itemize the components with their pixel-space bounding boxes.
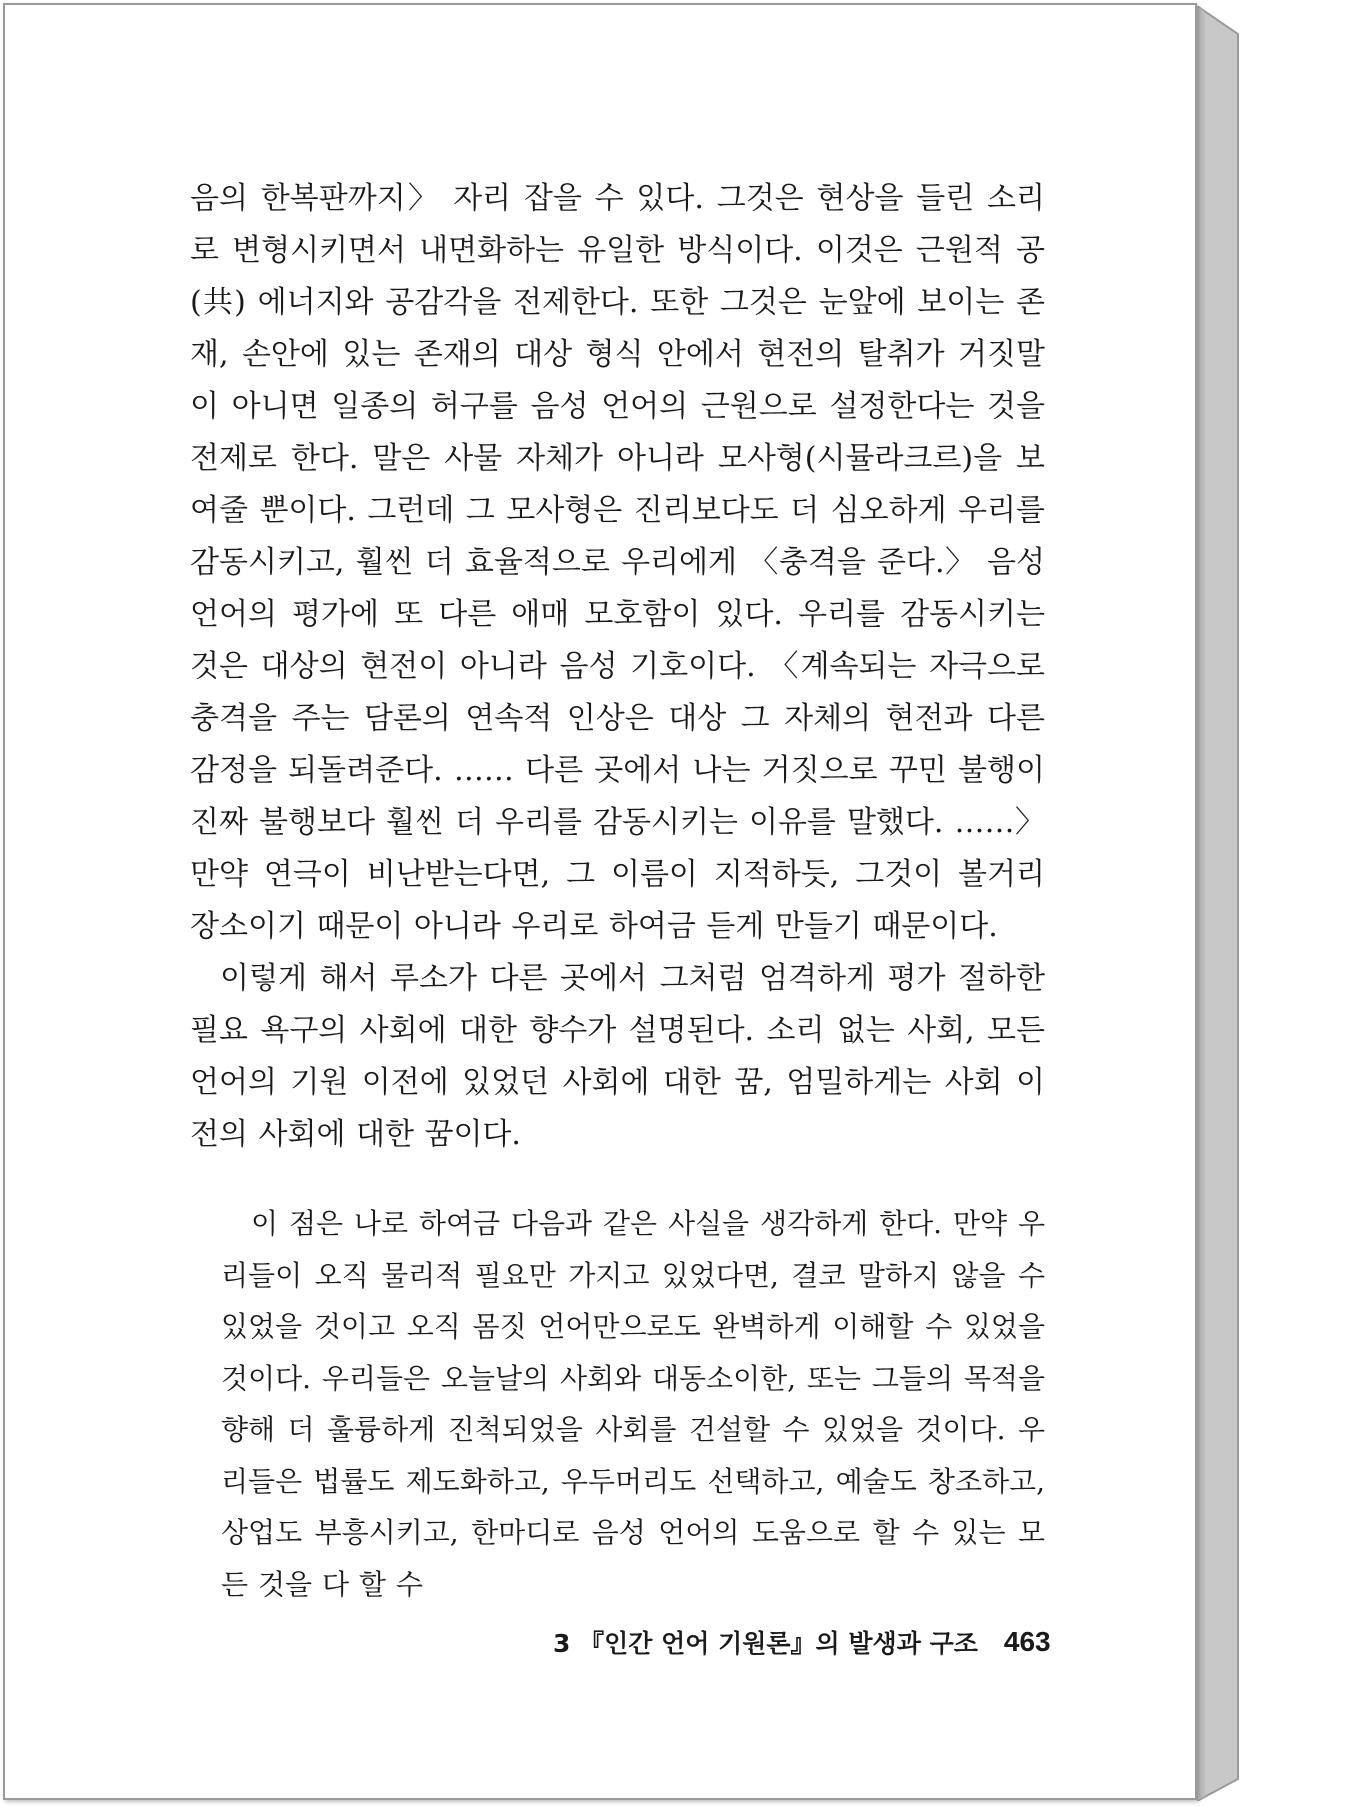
page-footer — [553, 1622, 1051, 1662]
book-page — [3, 3, 1197, 1800]
body-text — [190, 173, 1045, 1161]
block-quote — [221, 1198, 1045, 1610]
book-page-edge — [1197, 6, 1247, 1801]
quote-paragraph: 이 점은 나로 하여금 다음과 같은 사실을 생각하게 한다. 만약 우리들이 오직 물리적 필요만 가지고 있었다면, 결코 말하지 않을 수 있었을 것이고 오직 몸짓 언어만으로도 완벽하게 이해할 수 있었을 것이다. 우리들은 오늘날의 사회와 대동소이한, 또는 그들의 목적을 향해 더 훌륭하게 진척되었을 사회를 건설할 수 있었을 것이다. 우리들은 법률도 제도화하고, 우두머리도 선택하고, 예술도 창조하고, 상업도 부흥시키고, 한마디로 음성 언어의 도움으로 할 수 있는 모든 것을 다 할 수 — [221, 1207, 1045, 1601]
body-paragraph-1: 음의 한복판까지〉 자리 잡을 수 있다. 그것은 현상을 들린 소리로 변형시키면서 내면화하는 유일한 방식이다. 이것은 근원적 공(共) 에너지와 공감각을 전제한다. 또한 그것은 눈앞에 보이는 존재, 손안에 있는 존재의 대상 형식 안에서 현전의 탈취가 거짓말이 아니면 일종의 허구를 음성 언어의 근원으로 설정한다는 것을 전제로 한다. 말은 사물 자체가 아니라 모사형(시뮬라크르)을 보여줄 뿐이다. 그런데 그 모사형은 진리보다도 더 심오하게 우리를 감동시키고, 훨씬 더 효율적으로 우리에게 〈충격을 준다.〉 음성 언어의 평가에 또 다른 애매 모호함이 있다. 우리를 감동시키는 것은 대상의 현전이 아니라 음성 기호이다. 〈계속되는 자극으로 충격을 주는 담론의 연속적 인상은 대상 그 자체의 현전과 다른 감정을 되돌려준다. …… 다른 곳에서 나는 거짓으로 꾸민 불행이 진짜 불행보다 훨씬 더 우리를 감동시키는 이유를 말했다. ……〉 만약 연극이 비난받는다면, 그 이름이 지적하듯, 그것이 볼거리 장소이기 때문이 아니라 우리로 하여금 듣게 만들기 때문이다. — [190, 181, 1045, 944]
body-paragraph-2: 이렇게 해서 루소가 다른 곳에서 그처럼 엄격하게 평가 절하한 필요 욕구의 사회에 대한 향수가 설명된다. 소리 없는 사회, 모든 언어의 기원 이전에 있었던 사회에 대한 꿈, 엄밀하게는 사회 이전의 사회에 대한 꿈이다. — [190, 961, 1045, 1152]
page-number: 463 — [1003, 1626, 1051, 1657]
running-head: 3 『인간 언어 기원론』의 발생과 구조 — [553, 1629, 978, 1658]
